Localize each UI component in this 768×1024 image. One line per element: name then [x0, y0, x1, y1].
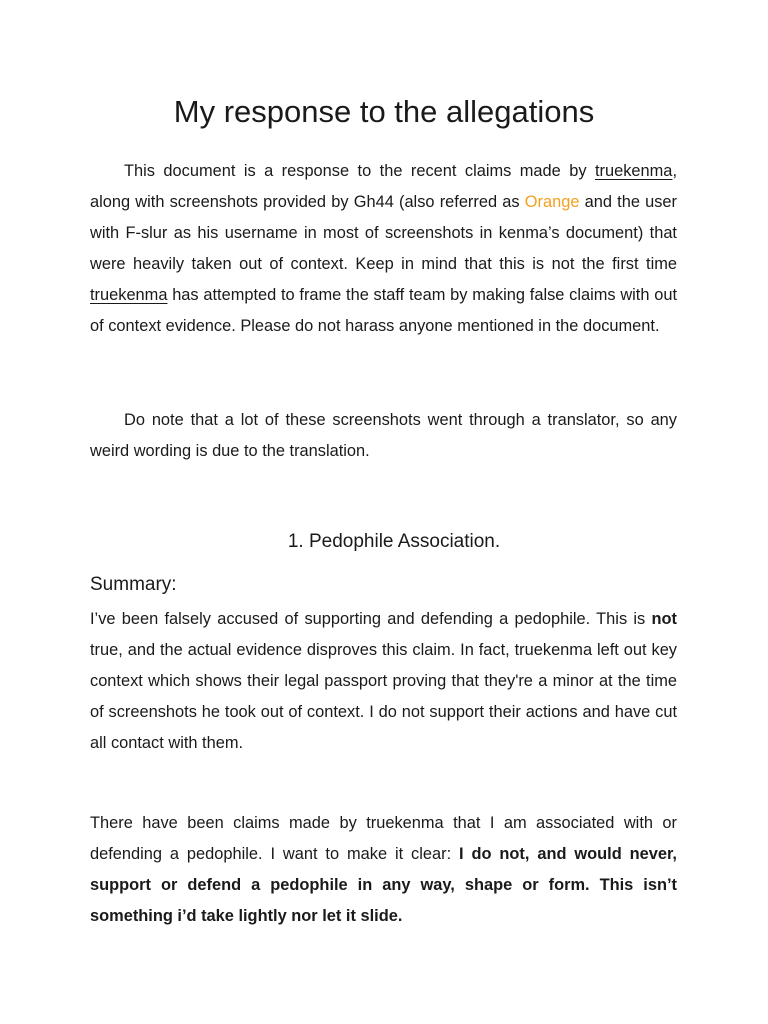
summary-text-2: true, and the actual evidence disproves this claim. In fact, truekenma left out key context which shows their legal passport proving that they're a minor at the time of screenshots he took out of context. I do not support their actions and have cut all contact with them. [90, 641, 677, 752]
summary-heading: Summary: [90, 574, 177, 595]
claims-bold-statement: I do not, and would never, support or defend a pedophile in any way, shape or form. This isn’t something i’d take lightly nor let it slide. [90, 845, 677, 925]
summary-paragraph [90, 604, 677, 759]
claims-paragraph [90, 808, 677, 932]
intro-text-4: has attempted to frame the staff team by making false claims with out of context evidence. Please do not harass anyone mentioned in the document. [90, 286, 677, 335]
document-title: My response to the allegations [173, 94, 595, 129]
truekenma-link-2: truekenma [90, 286, 168, 304]
intro-text-3: and the user with F-slur as his username in most of screenshots in kenma’s document) that were heavily taken out of context. Keep in mind that this is not the first time [90, 193, 677, 273]
translation-note-paragraph: Do note that a lot of these screenshots went through a translator, so any weird wording is due to the translation. [90, 411, 677, 460]
summary-text-1: I’ve been falsely accused of supporting and defending a pedophile. This is [90, 610, 652, 628]
summary-bold-not: not [651, 610, 677, 628]
claims-text-1: There have been claims made by truekenma that I am associated with or defending a pedophile. I want to make it clear: [90, 814, 677, 863]
truekenma-link-1: truekenma [594, 162, 673, 180]
section-heading: 1. Pedophile Association. [287, 531, 501, 552]
intro-paragraph [90, 156, 677, 342]
intro-text-1: This document is a response to the recent claims made by [124, 162, 595, 180]
orange-highlight: Orange [524, 193, 580, 211]
intro-text-2: , along with screenshots provided by Gh44 (also referred as [90, 162, 677, 211]
